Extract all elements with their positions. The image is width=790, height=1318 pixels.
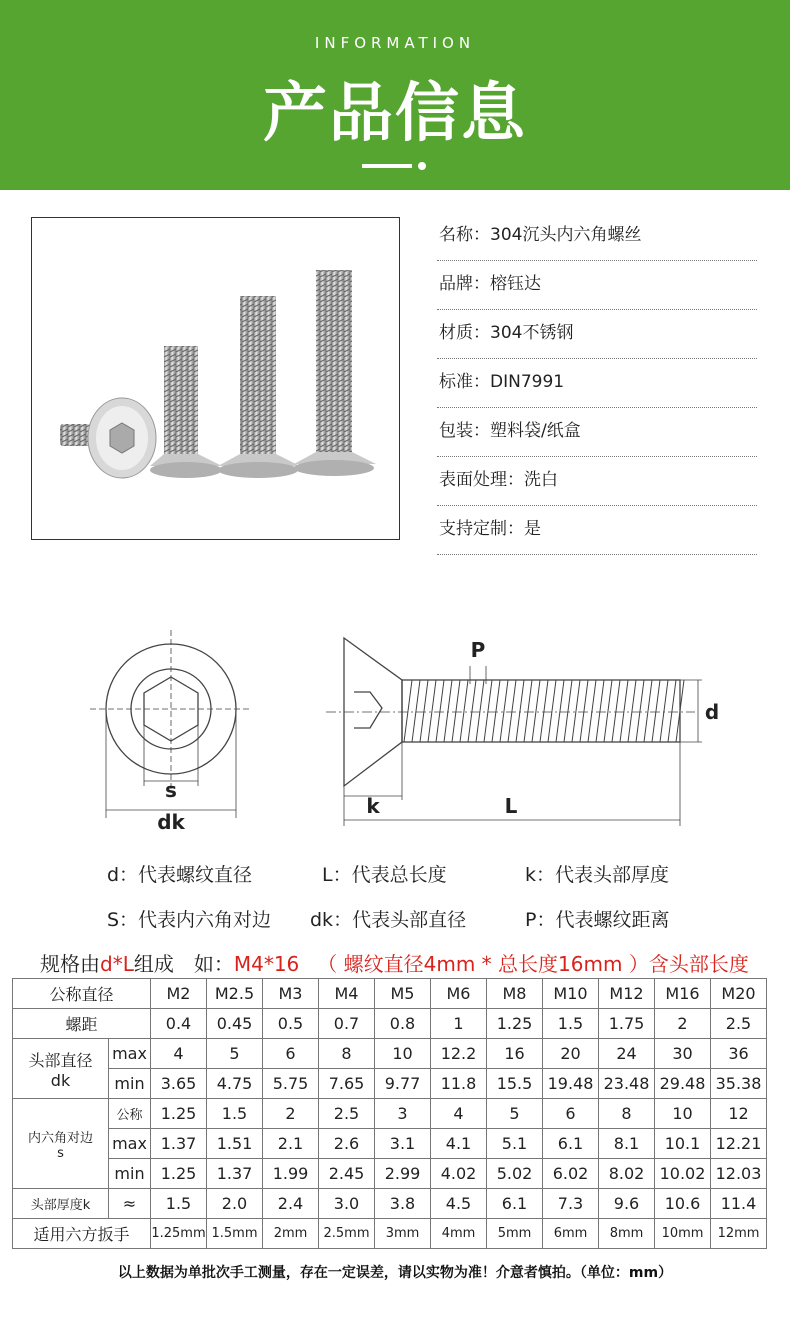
table-cell: 9.77 [375,1069,431,1099]
sub-label: min [109,1069,151,1099]
sub-label: max [109,1039,151,1069]
table-cell: 12.2 [431,1039,487,1069]
table-cell: 23.48 [599,1069,655,1099]
table-cell: 4 [431,1099,487,1129]
table-cell: 10.02 [655,1159,711,1189]
table-cell: 1.99 [263,1159,319,1189]
header-banner [0,0,790,190]
label-s: s [165,778,177,802]
row-k [13,1189,767,1219]
table-cell: 4.75 [207,1069,263,1099]
thread-line [460,680,468,742]
thread-line [500,680,508,742]
table-cell: 5.1 [487,1129,543,1159]
table-cell: 6 [543,1099,599,1129]
label-d: d [704,700,720,724]
table-cell: 1.75 [599,1009,655,1039]
table-cell: 29.48 [655,1069,711,1099]
thread-line [532,680,540,742]
spec-example: M4*16 [233,952,300,976]
table-cell: 12 [711,1099,767,1129]
screw-longest [294,270,376,476]
table-cell: 1.5 [207,1099,263,1129]
thread-line [444,680,452,742]
table-cell: 4.1 [431,1129,487,1159]
table-cell: 0.5 [263,1009,319,1039]
table-cell: 24 [599,1039,655,1069]
thread-line [524,680,532,742]
size-header-cell: M2.5 [207,979,263,1009]
table-cell: 3mm [375,1219,431,1249]
row-s-max [13,1129,767,1159]
table-cell: 3.1 [375,1129,431,1159]
table-cell: 9.6 [599,1189,655,1219]
table-cell: 3 [375,1099,431,1129]
thread-line [628,680,636,742]
size-header-cell: M4 [319,979,375,1009]
size-header-cell: M16 [655,979,711,1009]
table-cell: 4mm [431,1219,487,1249]
sub-label: min [109,1159,151,1189]
row-label: 公称直径 [13,979,151,1009]
table-cell: 2.5mm [319,1219,375,1249]
thread-line [540,680,548,742]
thread-line [612,680,620,742]
table-cell: 1.51 [207,1129,263,1159]
table-cell: 8.1 [599,1129,655,1159]
legend-l: L：代表总长度 [322,864,447,886]
table-cell: 2.5 [711,1009,767,1039]
thread-line [604,680,612,742]
table-cell: 1.5 [543,1009,599,1039]
table-cell: 5 [207,1039,263,1069]
table-cell: 6 [263,1039,319,1069]
table-cell: 0.7 [319,1009,375,1039]
legend-d: d：代表螺纹直径 [107,864,253,886]
table-cell: 0.8 [375,1009,431,1039]
thread-line [452,680,460,742]
table-cell: 2.1 [263,1129,319,1159]
size-header-cell: M6 [431,979,487,1009]
table-cell: 5.02 [487,1159,543,1189]
info-name: 名称：304沉头内六角螺丝 [437,212,757,261]
thread-line [428,680,436,742]
table-cell: 19.48 [543,1069,599,1099]
label-dk: dk [157,810,185,834]
header-subtitle: INFORMATION [314,34,476,52]
thread-line [636,680,644,742]
table-cell: 11.8 [431,1069,487,1099]
thread-line [468,680,476,742]
table-cell: 5 [487,1099,543,1129]
thread-line [484,680,492,742]
table-cell: 12.21 [711,1129,767,1159]
size-header-cell: M5 [375,979,431,1009]
spec-table [12,978,767,1249]
size-header-cell: M20 [711,979,767,1009]
legend-s: S：代表内六角对边 [107,909,272,931]
thread-line [580,680,588,742]
table-cell: 12mm [711,1219,767,1249]
technical-drawing [0,600,790,840]
info-brand: 品牌：榕钰达 [437,261,757,310]
row-label: 适用六方扳手 [13,1219,151,1249]
table-cell: 10.6 [655,1189,711,1219]
table-cell: 1.25mm [151,1219,207,1249]
table-cell: 0.4 [151,1009,207,1039]
screw-medium [150,346,222,478]
sub-label: ≈ [109,1189,151,1219]
table-cell: 8.02 [599,1159,655,1189]
table-cell: 6.1 [543,1129,599,1159]
table-cell: 4 [151,1039,207,1069]
size-header-cell: M10 [543,979,599,1009]
table-cell: 2.6 [319,1129,375,1159]
table-cell: 1.37 [151,1129,207,1159]
row-pitch [13,1009,767,1039]
info-material: 材质：304不锈钢 [437,310,757,359]
row-label: 头部直径 dk [13,1039,109,1099]
thread-line [412,680,420,742]
table-cell: 1.25 [151,1099,207,1129]
table-cell: 1.37 [207,1159,263,1189]
table-cell: 36 [711,1039,767,1069]
spec-formula: d*L [100,952,134,976]
size-header-cell: M2 [151,979,207,1009]
table-cell: 1.5 [151,1189,207,1219]
legend-k: k：代表头部厚度 [525,864,670,886]
table-cell: 15.5 [487,1069,543,1099]
info-surface: 表面处理：洗白 [437,457,757,506]
info-standard: 标准：DIN7991 [437,359,757,408]
size-header-cell: M8 [487,979,543,1009]
thread-line [436,680,444,742]
table-cell: 2 [263,1099,319,1129]
table-cell: 6.1 [487,1189,543,1219]
spec-detail: （ 螺纹直径4mm * 总长度16mm ）含头部长度 [317,952,749,976]
header-decoration-line [362,164,412,168]
table-cell: 1 [431,1009,487,1039]
row-s-min [13,1159,767,1189]
legend-p: P：代表螺纹距离 [525,909,670,931]
thread-line [660,680,668,742]
table-cell: 2.99 [375,1159,431,1189]
table-cell: 2mm [263,1219,319,1249]
row-label: 头部厚度k [13,1189,109,1219]
label-p: P [470,638,486,662]
table-cell: 6.02 [543,1159,599,1189]
table-cell: 6mm [543,1219,599,1249]
table-cell: 12.03 [711,1159,767,1189]
row-wrench [13,1219,767,1249]
thread-line [572,680,580,742]
thread-line [476,680,484,742]
thread-line [508,680,516,742]
label-k: k [366,794,380,818]
thread-line [564,680,572,742]
table-cell: 1.5mm [207,1219,263,1249]
table-cell: 4.02 [431,1159,487,1189]
table-cell: 8mm [599,1219,655,1249]
screws-illustration [32,218,399,539]
table-cell: 3.8 [375,1189,431,1219]
spec-title: 规格由d*L组成 如：M4*16 （ 螺纹直径4mm * 总长度16mm ）含头部长度 [40,952,749,976]
table-cell: 20 [543,1039,599,1069]
screw-small [60,398,156,478]
thread-line [596,680,604,742]
header-title: 产品信息 [263,77,527,151]
table-cell: 7.3 [543,1189,599,1219]
info-customization: 支持定制：是 [437,506,757,555]
row-label: 内六角对边 s [13,1099,109,1189]
table-cell: 10 [655,1099,711,1129]
table-cell: 10.1 [655,1129,711,1159]
table-cell: 2.5 [319,1099,375,1129]
table-cell: 5.75 [263,1069,319,1099]
table-cell: 2.0 [207,1189,263,1219]
label-l: L [504,794,518,818]
thread-line [652,680,660,742]
sub-label: 公称 [109,1099,151,1129]
table-cell: 2 [655,1009,711,1039]
thread-line [420,680,428,742]
thread-line [492,680,500,742]
thread-line [620,680,628,742]
table-cell: 11.4 [711,1189,767,1219]
row-label: 螺距 [13,1009,151,1039]
table-cell: 10mm [655,1219,711,1249]
info-packaging: 包装：塑料袋/纸盒 [437,408,757,457]
size-header-cell: M3 [263,979,319,1009]
table-cell: 16 [487,1039,543,1069]
table-cell: 2.45 [319,1159,375,1189]
table-cell: 1.25 [151,1159,207,1189]
table-cell: 35.38 [711,1069,767,1099]
thread-line [404,680,412,742]
table-cell: 8 [319,1039,375,1069]
row-s-nom [13,1099,767,1129]
thread-line [588,680,596,742]
table-cell: 3.65 [151,1069,207,1099]
sub-label: max [109,1129,151,1159]
table-cell: 30 [655,1039,711,1069]
row-dk-min [13,1069,767,1099]
thread-line [644,680,652,742]
table-cell: 7.65 [319,1069,375,1099]
row-size [13,979,767,1009]
legend-dk: dk：代表头部直径 [310,909,467,931]
table-cell: 8 [599,1099,655,1129]
thread-line [516,680,524,742]
size-header-cell: M12 [599,979,655,1009]
table-cell: 0.45 [207,1009,263,1039]
table-cell: 2.4 [263,1189,319,1219]
table-cell: 4.5 [431,1189,487,1219]
table-cell: 1.25 [487,1009,543,1039]
screw-long [218,296,300,478]
header-decoration-dot [418,162,426,170]
table-cell: 10 [375,1039,431,1069]
thread-line [548,680,556,742]
product-photo [31,217,400,540]
product-info-list [437,212,757,555]
row-dk-max [13,1039,767,1069]
thread-line [668,680,676,742]
footnote: 以上数据为单批次手工测量，存在一定误差，请以实物为准！介意者慎拍。（单位：mm） [117,1265,673,1281]
table-cell: 5mm [487,1219,543,1249]
table-cell: 3.0 [319,1189,375,1219]
thread-line [556,680,564,742]
